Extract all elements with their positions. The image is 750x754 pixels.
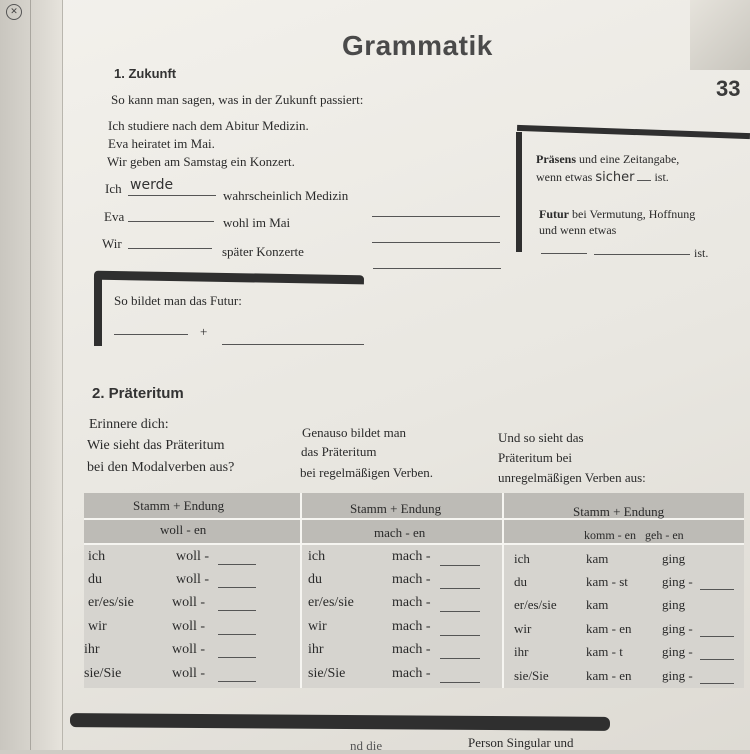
binder-ring-icon: ✕ [6,4,22,20]
box-left-bar [94,276,102,346]
verb-stem-cell: mach - [392,549,431,564]
pronoun-cell: du [514,574,527,589]
verb-stem-cell: woll - [176,572,210,587]
verb-stem-cell: woll - [172,642,206,657]
pronoun-cell: er/es/sie [308,595,354,610]
verb-form-cell: kam - t [586,644,623,659]
side-box-line: und wenn etwas [539,223,617,237]
verb-stem-cell: woll - [172,619,206,634]
plus-sign: + [200,324,208,339]
pronoun-cell: ich [308,549,326,564]
answer-blank[interactable] [128,221,214,222]
table-subheader: woll - en [160,522,207,537]
intro-col3: Präteritum bei [498,450,573,465]
answer-blank[interactable] [222,344,364,345]
futur-box-label: So bildet man das Futur: [114,293,242,308]
verb-stem-cell: mach - [392,572,431,587]
answer-blank[interactable] [373,268,501,269]
intro-col1: bei den Modalverben aus? [87,460,235,475]
verb-stem-cell: mach - [392,595,431,610]
section-intro: So kann man sagen, was in der Zukunft passiert: [111,92,364,107]
row-rest: später Konzerte [222,244,304,259]
pronoun-cell: ihr [308,642,324,657]
verb-form-cell: ging [662,551,686,566]
intro-col2: das Präteritum [301,444,377,459]
side-box-line: wenn etwas sicher ist. [536,170,669,185]
answer-blank[interactable] [440,588,480,589]
table-header: Stamm + Endung [133,498,225,513]
verb-form-cell: ging [662,597,686,612]
row-subject: Wir [102,236,122,251]
table-subheader: komm - en geh - en [584,528,684,542]
pronoun-cell: wir [88,619,107,634]
bottom-text: Person Singular und [468,735,574,750]
verb-stem-cell: woll - [172,595,206,610]
answer-blank[interactable] [440,635,480,636]
example-sentence: Ich studiere nach dem Abitur Medizin. [108,118,309,133]
pronoun-cell: ihr [84,642,100,657]
answer-blank[interactable] [440,658,480,659]
section-heading-zukunft: 1. Zukunft [114,66,177,81]
answer-blank[interactable] [218,657,256,658]
answer-blank[interactable] [440,565,480,566]
verb-form-cell: kam - en [586,668,632,683]
page-number: 33 [716,76,741,101]
pronoun-cell: sie/Sie [514,668,549,683]
intro-col1: Wie sieht das Präteritum [87,438,225,453]
verb-form-cell: kam - st [586,574,628,589]
verb-stem-cell: woll - [172,666,206,681]
pronoun-cell: er/es/sie [88,595,134,610]
answer-blank[interactable] [218,681,256,682]
answer-blank[interactable] [218,587,256,588]
intro-col3: Und so sieht das [498,430,584,445]
table-divider [502,493,504,688]
pronoun-cell: ihr [514,644,529,659]
pronoun-cell: du [88,572,102,587]
pronoun-cell: wir [308,619,327,634]
verb-form-cell: kam [586,551,609,566]
verb-form-cell: ging - [662,668,693,683]
answer-blank[interactable] [700,589,734,590]
page-corner [690,0,750,70]
intro-col2: bei regelmäßigen Verben. [300,465,433,480]
answer-blank[interactable] [372,242,500,243]
pronoun-cell: sie/Sie [84,666,122,681]
handwritten-answer[interactable]: werde [130,177,174,193]
row-rest: wahrscheinlich Medizin [223,188,349,203]
table-divider [300,493,302,688]
answer-blank[interactable] [372,216,500,217]
pronoun-cell: sie/Sie [308,666,346,681]
pronoun-cell: er/es/sie [514,597,557,612]
verb-form-cell: kam [586,597,609,612]
pronoun-cell: ich [514,551,530,566]
verb-form-cell: kam - en [586,621,632,636]
table-subheader: mach - en [374,525,426,540]
gutter-divider [30,0,31,750]
answer-blank[interactable] [218,634,256,635]
verb-form-cell: ging - [662,644,693,659]
example-sentence: Wir geben am Samstag ein Konzert. [107,154,295,169]
bottom-partial-text: nd die [350,738,383,753]
side-box-line: ist. [694,246,709,260]
pronoun-cell: ich [88,549,106,564]
binder-gutter [0,0,63,750]
table-header: Stamm + Endung [350,501,442,516]
intro-col3: unregelmäßigen Verben aus: [498,470,646,485]
answer-blank[interactable] [218,610,256,611]
verb-form-cell: ging - [662,574,693,589]
answer-blank[interactable] [128,195,216,196]
answer-blank[interactable] [700,636,734,637]
verb-form-cell: ging - [662,621,693,636]
answer-blank[interactable] [440,611,480,612]
side-box-left-bar [516,132,522,252]
page-title: Grammatik [342,30,493,61]
handwritten-answer[interactable]: sicher [595,170,635,185]
row-subject: Eva [104,209,125,224]
pronoun-cell: du [308,572,322,587]
table-header: Stamm + Endung [573,504,665,519]
side-box-line: Präsens und eine Zeitangabe, [536,152,680,166]
answer-blank[interactable] [440,682,480,683]
pronoun-cell: wir [514,621,532,636]
table-divider [84,543,744,545]
side-box-line: Futur bei Vermutung, Hoffnung [539,207,696,221]
verb-stem-cell: mach - [392,642,431,657]
answer-blank[interactable] [128,248,212,249]
answer-blank[interactable] [594,254,690,255]
verb-stem-cell: mach - [392,666,431,681]
example-sentence: Eva heiratet im Mai. [108,136,215,151]
verb-stem-cell: woll - [176,549,210,564]
verb-stem-cell: mach - [392,619,431,634]
answer-blank[interactable] [700,683,734,684]
answer-blank[interactable] [700,659,734,660]
answer-blank[interactable] [114,334,188,335]
answer-blank[interactable] [541,253,587,254]
intro-col2: Genauso bildet man [302,425,406,440]
row-rest: wohl im Mai [223,215,291,230]
section-heading-praeteritum: 2. Präteritum [92,385,184,402]
intro-col1: Erinnere dich: [89,417,169,432]
row-subject: Ich [105,181,122,196]
answer-blank[interactable] [218,564,256,565]
